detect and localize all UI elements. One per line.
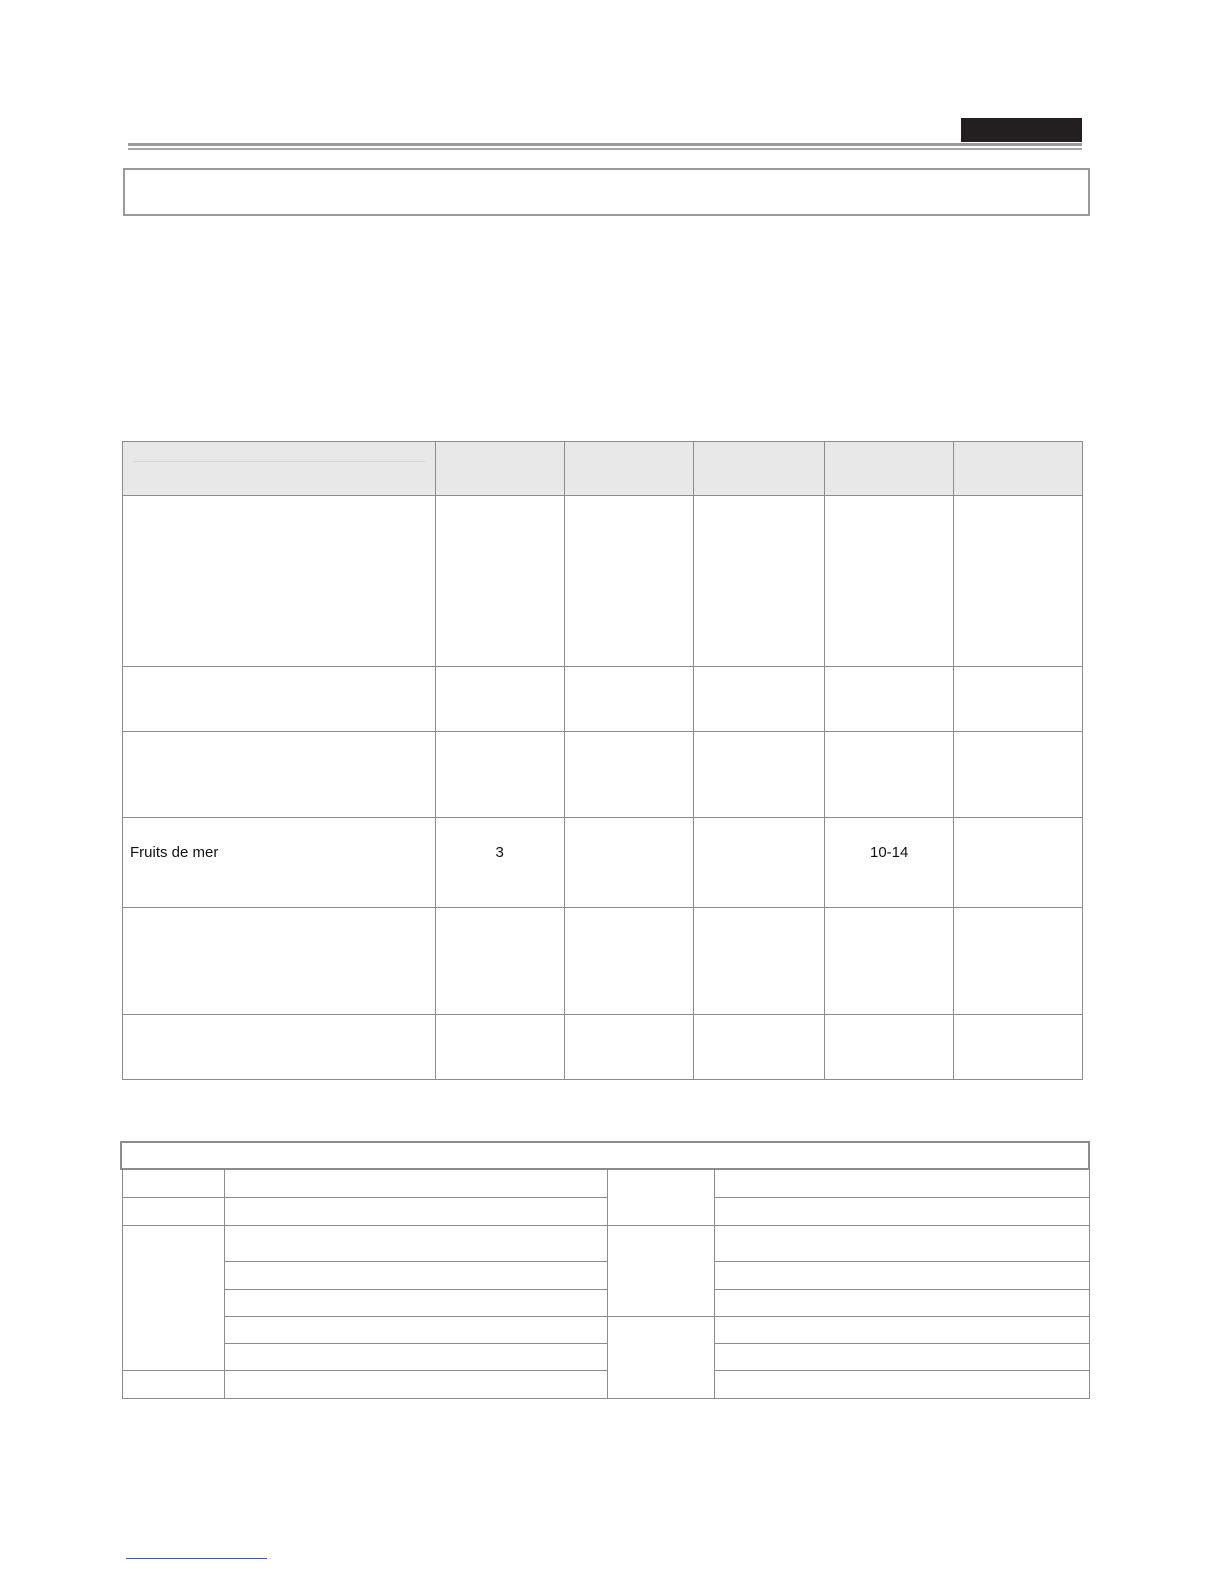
column-header — [435, 442, 564, 496]
table-cell — [608, 1317, 715, 1399]
table-cell — [715, 1290, 1090, 1317]
table-cell — [825, 667, 954, 732]
table-cell — [564, 818, 694, 908]
table-cell — [715, 1317, 1090, 1344]
table-cell — [435, 1015, 564, 1080]
header-rule-bottom — [128, 148, 1082, 150]
table-cell — [715, 1198, 1090, 1226]
table-cell — [715, 1262, 1090, 1290]
table-row — [123, 732, 1083, 818]
table-cell — [564, 496, 694, 667]
table-cell — [954, 818, 1083, 908]
row-label — [123, 908, 436, 1015]
table-cell — [224, 1170, 608, 1198]
table-cell — [224, 1262, 608, 1290]
table-cell — [123, 1371, 225, 1399]
column-header — [123, 442, 436, 496]
row-label — [123, 667, 436, 732]
row-label: Fruits de mer — [123, 818, 436, 908]
header-rule-top — [128, 143, 1082, 146]
table-cell — [954, 667, 1083, 732]
table-cell — [224, 1344, 608, 1371]
section-title-box — [123, 168, 1090, 216]
table-cell — [954, 1015, 1083, 1080]
header-divider — [133, 461, 425, 462]
table-row — [123, 1371, 1090, 1399]
table-cell — [825, 496, 954, 667]
table-cell — [694, 496, 825, 667]
header-tab — [961, 118, 1082, 142]
table-cell — [564, 1015, 694, 1080]
table-cell — [224, 1198, 608, 1226]
column-header — [564, 442, 694, 496]
table-cell — [435, 496, 564, 667]
table-cell — [954, 908, 1083, 1015]
table-cell — [694, 818, 825, 908]
table-row — [123, 1344, 1090, 1371]
table-cell — [694, 732, 825, 818]
table-cell — [564, 667, 694, 732]
table-cell — [825, 1015, 954, 1080]
table-cell — [608, 1170, 715, 1226]
footer-link-underline[interactable] — [126, 1558, 267, 1559]
row-label — [123, 1015, 436, 1080]
grid-table — [122, 1169, 1090, 1399]
table-row — [123, 1262, 1090, 1290]
table-cell — [123, 1198, 225, 1226]
table-row — [123, 1290, 1090, 1317]
table-cell: 10-14 — [825, 818, 954, 908]
table-cell — [954, 732, 1083, 818]
table-cell — [715, 1371, 1090, 1399]
table-cell — [825, 732, 954, 818]
storage-table — [122, 441, 1083, 1080]
table-cell — [435, 908, 564, 1015]
table-cell — [224, 1371, 608, 1399]
table-header-row — [123, 442, 1083, 496]
table-cell — [694, 908, 825, 1015]
table-cell — [715, 1226, 1090, 1262]
table-cell: 3 — [435, 818, 564, 908]
table-row — [123, 1015, 1083, 1080]
table-row — [123, 1317, 1090, 1344]
table-cell — [435, 667, 564, 732]
table-row — [123, 1170, 1090, 1198]
table-cell — [224, 1317, 608, 1344]
table-row — [123, 908, 1083, 1015]
column-header — [694, 442, 825, 496]
table-row — [123, 667, 1083, 732]
table-cell — [715, 1170, 1090, 1198]
row-label — [123, 496, 436, 667]
table-cell — [224, 1290, 608, 1317]
table-row — [123, 496, 1083, 667]
grid-section-title-box — [120, 1141, 1090, 1170]
table-cell — [715, 1344, 1090, 1371]
table-cell — [954, 496, 1083, 667]
table-row — [123, 818, 1083, 908]
row-label — [123, 732, 436, 818]
table-cell — [694, 667, 825, 732]
table-cell — [564, 732, 694, 818]
table-cell — [224, 1226, 608, 1262]
table-row — [123, 1198, 1090, 1226]
table-cell — [123, 1226, 225, 1371]
table-cell — [825, 908, 954, 1015]
table-cell — [608, 1226, 715, 1317]
column-header — [954, 442, 1083, 496]
table-cell — [694, 1015, 825, 1080]
column-header — [825, 442, 954, 496]
table-row — [123, 1226, 1090, 1262]
table-cell — [123, 1170, 225, 1198]
table-cell — [564, 908, 694, 1015]
table-cell — [435, 732, 564, 818]
